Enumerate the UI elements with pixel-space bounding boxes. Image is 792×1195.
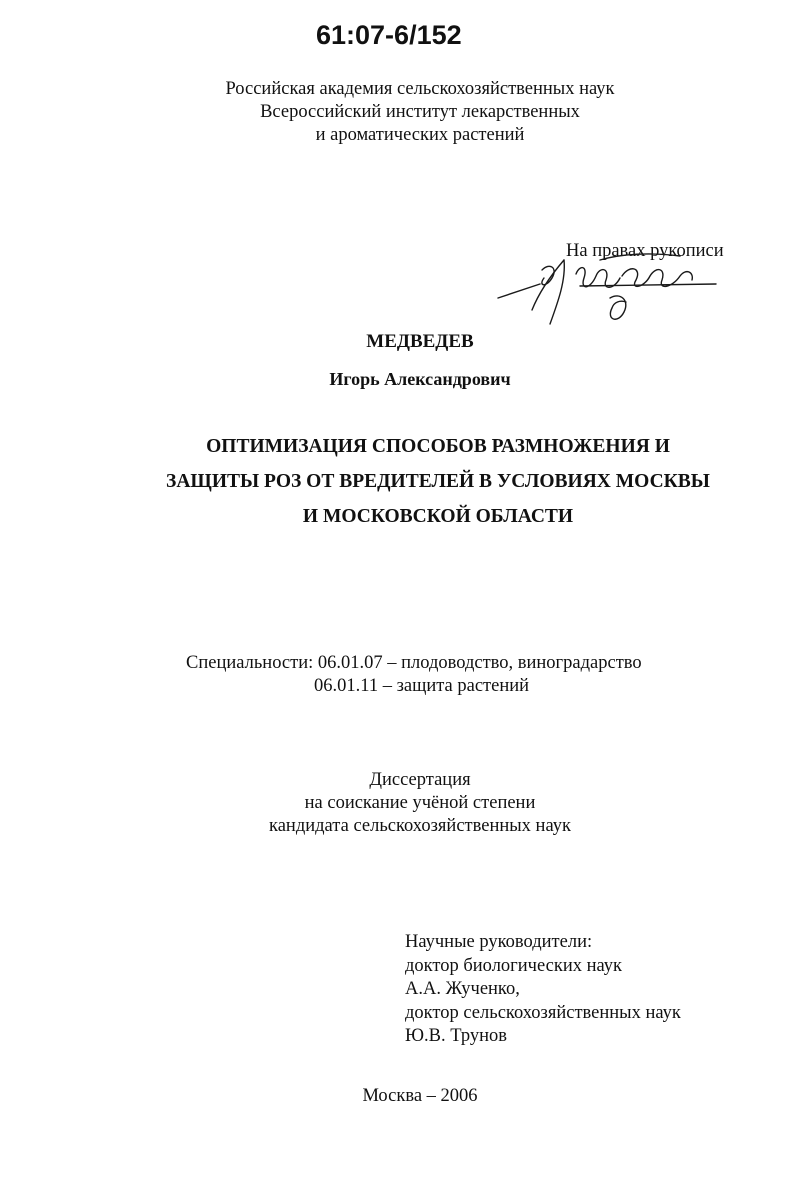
author-name: Игорь Александрович bbox=[329, 369, 511, 389]
advisor-line: доктор биологических наук bbox=[405, 955, 623, 976]
institution-line: Всероссийский институт лекарственных bbox=[260, 102, 580, 122]
degree-line: кандидата сельскохозяйственных наук bbox=[269, 816, 571, 836]
advisors-block bbox=[405, 931, 681, 1049]
title-line: И МОСКОВСКОЙ ОБЛАСТИ bbox=[302, 506, 574, 527]
institution-line: Российская академия сельскохозяйственных наук bbox=[225, 79, 615, 99]
institution-line: и ароматических растений bbox=[315, 125, 525, 145]
specialty-line: 06.01.11 – защита растений bbox=[314, 676, 530, 696]
city-year: Москва – 2006 bbox=[362, 1086, 478, 1106]
institution-block bbox=[0, 78, 792, 147]
specialty-line: Специальности: 06.01.07 – плодоводство, виноградарство bbox=[186, 653, 642, 673]
advisor-line: Ю.В. Трунов bbox=[405, 1026, 507, 1046]
degree-line: на соискание учёной степени bbox=[304, 793, 536, 813]
author-surname: МЕДВЕДЕВ bbox=[366, 331, 474, 352]
degree-line: Диссертация bbox=[369, 770, 471, 790]
advisors-heading: Научные руководители: bbox=[405, 932, 593, 952]
title-line: ЗАЩИТЫ РОЗ ОТ ВРЕДИТЕЛЕЙ В УСЛОВИЯХ МОСКВЫ bbox=[166, 471, 710, 492]
degree-block bbox=[0, 769, 792, 838]
rights-note: На правах рукописи bbox=[566, 241, 724, 261]
advisor-line: доктор сельскохозяйственных наук bbox=[405, 1002, 681, 1023]
handwritten-signature bbox=[480, 240, 720, 340]
dissertation-title bbox=[0, 429, 792, 534]
advisor-line: А.А. Жученко, bbox=[405, 979, 520, 999]
catalog-number: 61:07-6/152 bbox=[316, 20, 462, 50]
title-line: ОПТИМИЗАЦИЯ СПОСОБОВ РАЗМНОЖЕНИЯ И bbox=[206, 436, 670, 457]
specialties-block bbox=[186, 652, 642, 698]
